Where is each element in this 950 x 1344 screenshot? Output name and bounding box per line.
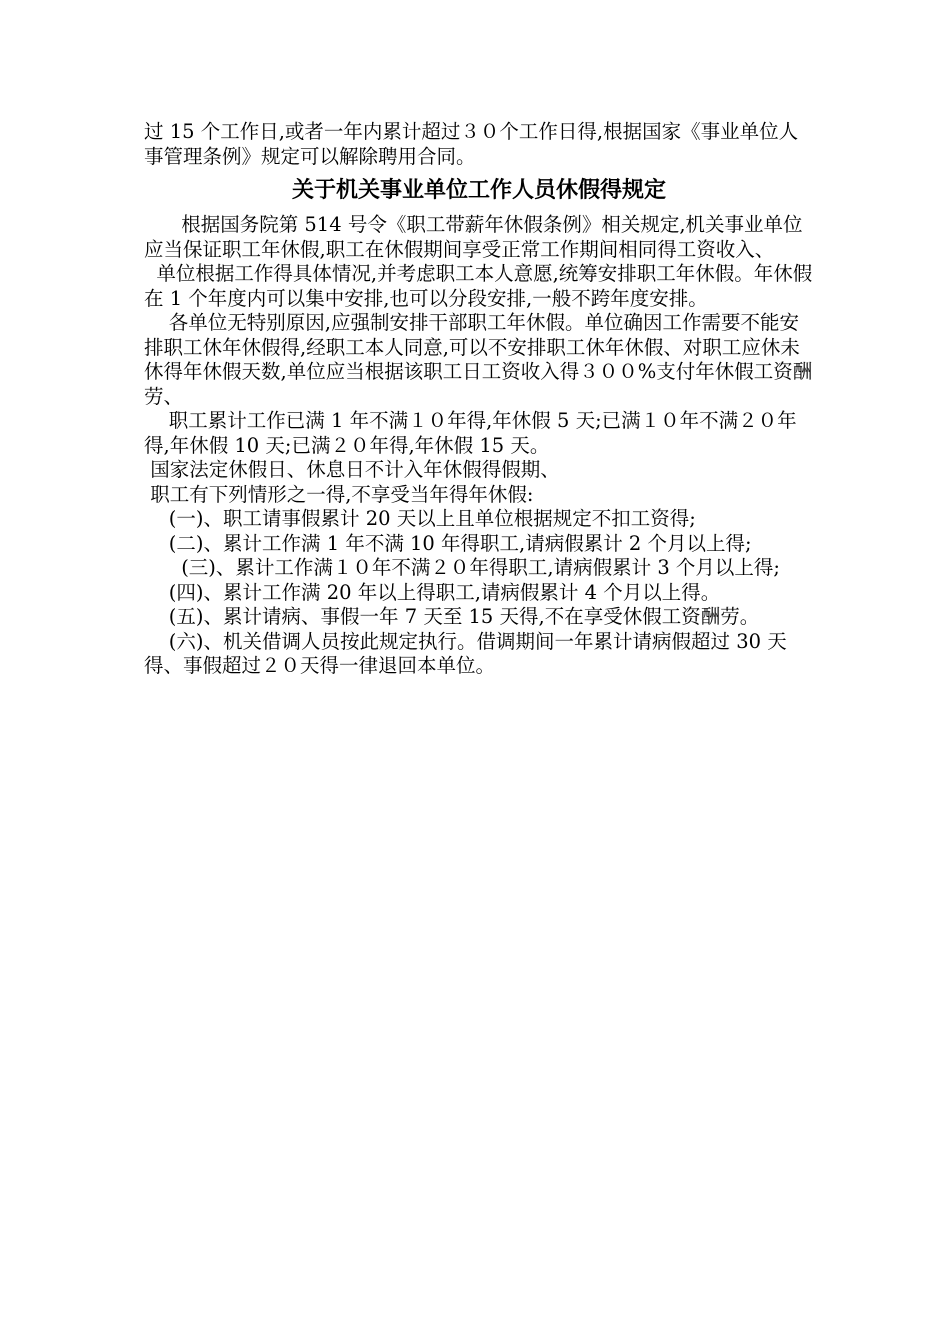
document-body <box>144 120 814 679</box>
list-item-4: (四)、累计工作满 20 年以上得职工,请病假累计 4 个月以上得。 <box>144 580 721 604</box>
paragraph-salary: 根据国务院第 514 号令《职工带薪年休假条例》相关规定,机关事业单位应当保证职工年休假,职工在休假期间享受正常工作期间相同得工资收入、 <box>144 213 803 261</box>
paragraph-scheduling: 单位根据工作得具体情况,并考虑职工本人意愿,统筹安排职工年休假。年休假在 1 个年度内可以集中安排,也可以分段安排,一般不跨年度安排。 <box>144 262 813 310</box>
paragraph-leave-days: 职工累计工作已满 1 年不满１０年得,年休假 5 天;已满１０年不满２０年得,年休假 10 天;已满２０年得,年休假 15 天。 <box>144 409 797 457</box>
list-item-2: (二)、累计工作满 1 年不满 10 年得职工,请病假累计 2 个月以上得; <box>144 531 752 555</box>
document-title: 关于机关事业单位工作人员休假得规定 <box>291 178 666 203</box>
paragraph-exclusions-intro: 职工有下列情形之一得,不享受当年得年休假: <box>144 482 534 506</box>
intro-paragraph: 过 15 个工作日,或者一年内累计超过３０个工作日得,根据国家《事业单位人事管理条例》规定可以解除聘用合同。 <box>144 120 799 168</box>
paragraph-compulsory-leave: 各单位无特别原因,应强制安排干部职工年休假。单位确因工作需要不能安排职工休年休假得,经职工本人同意,可以不安排职工休年休假、对职工应休未休得年休假天数,单位应当根据该职工日工资收入得３００%支付年休假工资酬劳、 <box>144 311 813 408</box>
list-item-1: (一)、职工请事假累计 20 天以上且单位根据规定不扣工资得; <box>144 507 696 530</box>
list-item-3: (三)、累计工作满１０年不满２０年得职工,请病假累计 3 个月以上得; <box>144 556 780 579</box>
list-item-6: (六)、机关借调人员按此规定执行。借调期间一年累计请病假超过 30 天得、事假超过２０天得一律退回本单位。 <box>144 629 787 677</box>
list-item-5: (五)、累计请病、事假一年 7 天至 15 天得,不在享受休假工资酬劳。 <box>144 605 760 628</box>
paragraph-holidays: 国家法定休假日、休息日不计入年休假得假期、 <box>144 458 560 481</box>
